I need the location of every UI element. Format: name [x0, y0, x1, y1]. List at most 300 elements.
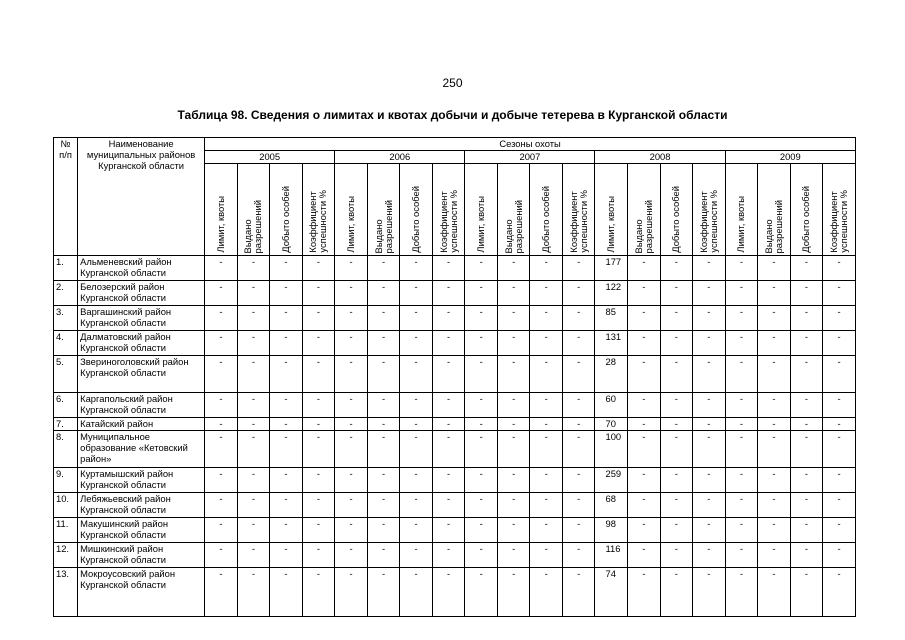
empty-value: - — [237, 418, 270, 431]
subheader-label: Лимит, квоты — [735, 196, 747, 253]
row-number: 3. — [54, 306, 78, 331]
empty-value: - — [497, 431, 530, 468]
empty-value: - — [400, 393, 433, 418]
empty-value: - — [335, 543, 368, 568]
table-row — [54, 256, 856, 281]
empty-value: - — [660, 256, 693, 281]
district-name: Макушинский район Курганской области — [78, 518, 205, 543]
empty-value: - — [790, 331, 823, 356]
empty-value: - — [400, 418, 433, 431]
empty-value: - — [335, 568, 368, 617]
subheader-label: Коэффициент успешности % — [307, 190, 329, 253]
empty-value: - — [562, 518, 595, 543]
empty-value: - — [660, 468, 693, 493]
table-row — [54, 306, 856, 331]
empty-value: - — [530, 431, 563, 468]
empty-value: - — [660, 281, 693, 306]
empty-value: - — [302, 493, 335, 518]
empty-value: - — [367, 356, 400, 393]
empty-value: - — [562, 331, 595, 356]
empty-value: - — [432, 543, 465, 568]
empty-value: - — [465, 518, 498, 543]
empty-value: - — [693, 331, 726, 356]
empty-value: - — [562, 393, 595, 418]
empty-value: - — [628, 543, 661, 568]
empty-value: - — [562, 256, 595, 281]
empty-value: - — [530, 518, 563, 543]
empty-value: - — [758, 281, 791, 306]
limit-2008-value: 98 — [595, 518, 628, 543]
row-number: 6. — [54, 393, 78, 418]
empty-value: - — [497, 356, 530, 393]
table-row — [54, 281, 856, 306]
empty-value: - — [823, 281, 856, 306]
table-row — [54, 543, 856, 568]
empty-value: - — [497, 468, 530, 493]
empty-value: - — [693, 256, 726, 281]
empty-value: - — [497, 418, 530, 431]
district-name: Катайский район — [78, 418, 205, 431]
header-num — [54, 138, 78, 256]
empty-value: - — [660, 418, 693, 431]
empty-value: - — [432, 281, 465, 306]
empty-value: - — [693, 306, 726, 331]
empty-value: - — [790, 493, 823, 518]
empty-value: - — [497, 568, 530, 617]
empty-value: - — [205, 331, 238, 356]
empty-value: - — [367, 493, 400, 518]
empty-value: - — [660, 306, 693, 331]
empty-value: - — [432, 356, 465, 393]
empty-value: - — [270, 543, 303, 568]
header-name — [78, 138, 205, 256]
empty-value: - — [497, 543, 530, 568]
district-name: Варгашинский район Курганской области — [78, 306, 205, 331]
empty-value: - — [530, 468, 563, 493]
empty-value: - — [335, 331, 368, 356]
table-row — [54, 493, 856, 518]
empty-value: - — [465, 256, 498, 281]
empty-value: - — [205, 393, 238, 418]
empty-value: - — [302, 356, 335, 393]
empty-value: - — [302, 256, 335, 281]
empty-value: - — [497, 493, 530, 518]
empty-value: - — [367, 256, 400, 281]
subheader-label: Лимит, квоты — [605, 196, 617, 253]
empty-value: - — [758, 256, 791, 281]
empty-value: - — [530, 256, 563, 281]
empty-value: - — [335, 356, 368, 393]
row-number: 4. — [54, 331, 78, 356]
empty-value: - — [497, 281, 530, 306]
empty-value: - — [530, 281, 563, 306]
empty-value: - — [367, 568, 400, 617]
empty-value: - — [465, 418, 498, 431]
table-row — [54, 418, 856, 431]
empty-value: - — [465, 543, 498, 568]
empty-value: - — [562, 431, 595, 468]
header-year-2007: 2007 — [465, 151, 595, 164]
empty-value: - — [628, 306, 661, 331]
subheader-success-rate-2007 — [562, 164, 595, 256]
header-year-2005: 2005 — [205, 151, 335, 164]
empty-value: - — [270, 468, 303, 493]
empty-value: - — [237, 568, 270, 617]
row-number: 1. — [54, 256, 78, 281]
limit-2008-value: 74 — [595, 568, 628, 617]
empty-value: - — [660, 568, 693, 617]
empty-value: - — [205, 493, 238, 518]
subheader-limit-2006 — [335, 164, 368, 256]
empty-value: - — [367, 331, 400, 356]
empty-value: - — [302, 518, 335, 543]
empty-value: - — [270, 331, 303, 356]
empty-value: - — [725, 393, 758, 418]
empty-value: - — [302, 418, 335, 431]
header-num-label: № п/п — [59, 138, 72, 160]
subheader-limit-2008 — [595, 164, 628, 256]
empty-value: - — [725, 468, 758, 493]
empty-value: - — [725, 281, 758, 306]
district-name: Звериноголовский район Курганской области — [78, 356, 205, 393]
limit-2008-value: 85 — [595, 306, 628, 331]
limit-2008-value: 60 — [595, 393, 628, 418]
empty-value: - — [205, 256, 238, 281]
empty-value: - — [628, 568, 661, 617]
empty-value: - — [725, 431, 758, 468]
empty-value: - — [400, 281, 433, 306]
empty-value: - — [432, 393, 465, 418]
empty-value: - — [758, 543, 791, 568]
subheader-label: Добыто особей — [279, 186, 291, 253]
limit-2008-value: 259 — [595, 468, 628, 493]
empty-value: - — [660, 493, 693, 518]
empty-value: - — [562, 493, 595, 518]
empty-value: - — [432, 468, 465, 493]
empty-value: - — [237, 543, 270, 568]
empty-value: - — [758, 331, 791, 356]
empty-value: - — [628, 256, 661, 281]
subheader-permits-2005 — [237, 164, 270, 256]
empty-value: - — [205, 356, 238, 393]
empty-value: - — [628, 431, 661, 468]
empty-value: - — [302, 431, 335, 468]
empty-value: - — [302, 331, 335, 356]
empty-value: - — [497, 256, 530, 281]
empty-value: - — [270, 493, 303, 518]
empty-value: - — [628, 518, 661, 543]
empty-value: - — [335, 418, 368, 431]
empty-value: - — [758, 306, 791, 331]
empty-value: - — [562, 418, 595, 431]
empty-value: - — [693, 543, 726, 568]
empty-value: - — [237, 306, 270, 331]
table-row — [54, 331, 856, 356]
empty-value: - — [693, 356, 726, 393]
empty-value: - — [562, 568, 595, 617]
empty-value: - — [335, 281, 368, 306]
empty-value: - — [790, 418, 823, 431]
empty-value: - — [432, 331, 465, 356]
empty-value: - — [823, 331, 856, 356]
empty-value: - — [465, 468, 498, 493]
district-name: Куртамышский район Курганской области — [78, 468, 205, 493]
empty-value: - — [270, 306, 303, 331]
empty-value: - — [725, 356, 758, 393]
subheader-permits-2008 — [628, 164, 661, 256]
empty-value: - — [432, 493, 465, 518]
empty-value: - — [790, 568, 823, 617]
empty-value: - — [205, 468, 238, 493]
empty-value: - — [790, 431, 823, 468]
empty-value: - — [205, 306, 238, 331]
empty-value: - — [693, 281, 726, 306]
empty-value: - — [693, 468, 726, 493]
empty-value: - — [530, 331, 563, 356]
row-number: 5. — [54, 356, 78, 393]
empty-value: - — [823, 431, 856, 468]
empty-value: - — [725, 518, 758, 543]
subheader-limit-2009 — [725, 164, 758, 256]
empty-value: - — [693, 568, 726, 617]
empty-value: - — [270, 431, 303, 468]
empty-value: - — [790, 393, 823, 418]
empty-value: - — [725, 256, 758, 281]
empty-value: - — [205, 431, 238, 468]
table-row — [54, 431, 856, 468]
header-year-2006: 2006 — [335, 151, 465, 164]
subheader-label: Выдано разрешений — [502, 199, 524, 253]
subheader-harvested-2008 — [660, 164, 693, 256]
district-name: Альменевский район Курганской области — [78, 256, 205, 281]
row-number: 10. — [54, 493, 78, 518]
header-year-2008: 2008 — [595, 151, 725, 164]
empty-value: - — [367, 281, 400, 306]
table-row — [54, 356, 856, 393]
empty-value: - — [823, 518, 856, 543]
subheader-harvested-2006 — [400, 164, 433, 256]
subheader-permits-2009 — [758, 164, 791, 256]
district-name: Белозерский район Курганской области — [78, 281, 205, 306]
empty-value: - — [562, 543, 595, 568]
limit-2008-value: 177 — [595, 256, 628, 281]
subheader-label: Выдано разрешений — [242, 199, 264, 253]
subheader-success-rate-2009 — [823, 164, 856, 256]
empty-value: - — [335, 468, 368, 493]
empty-value: - — [823, 306, 856, 331]
limit-2008-value: 122 — [595, 281, 628, 306]
empty-value: - — [628, 331, 661, 356]
empty-value: - — [693, 493, 726, 518]
empty-value: - — [725, 568, 758, 617]
empty-value: - — [530, 493, 563, 518]
empty-value: - — [400, 468, 433, 493]
empty-value: - — [790, 356, 823, 393]
row-number: 13. — [54, 568, 78, 617]
empty-value: - — [725, 418, 758, 431]
subheader-label: Коэффициент успешности % — [437, 190, 459, 253]
empty-value: - — [302, 393, 335, 418]
empty-value: - — [270, 568, 303, 617]
empty-value: - — [758, 393, 791, 418]
row-number: 11. — [54, 518, 78, 543]
subheader-success-rate-2008 — [693, 164, 726, 256]
empty-value: - — [335, 518, 368, 543]
row-number: 8. — [54, 431, 78, 468]
empty-value: - — [497, 306, 530, 331]
empty-value: - — [693, 431, 726, 468]
empty-value: - — [400, 306, 433, 331]
header-seasons: Сезоны охоты — [205, 138, 856, 151]
empty-value: - — [367, 418, 400, 431]
subheader-permits-2006 — [367, 164, 400, 256]
empty-value: - — [335, 256, 368, 281]
empty-value: - — [465, 281, 498, 306]
empty-value: - — [725, 306, 758, 331]
empty-value: - — [270, 418, 303, 431]
empty-value: - — [367, 431, 400, 468]
empty-value: - — [302, 568, 335, 617]
empty-value: - — [237, 256, 270, 281]
empty-value: - — [270, 356, 303, 393]
subheader-label: Выдано разрешений — [372, 199, 394, 253]
empty-value: - — [400, 431, 433, 468]
empty-value: - — [823, 468, 856, 493]
empty-value: - — [400, 518, 433, 543]
empty-value: - — [497, 393, 530, 418]
empty-value: - — [302, 543, 335, 568]
empty-value: - — [367, 468, 400, 493]
limit-2008-value: 70 — [595, 418, 628, 431]
district-name: Лебяжьевский район Курганской области — [78, 493, 205, 518]
hunting-limits-table — [53, 137, 856, 617]
empty-value: - — [205, 281, 238, 306]
empty-value: - — [367, 518, 400, 543]
empty-value: - — [237, 281, 270, 306]
empty-value: - — [758, 418, 791, 431]
empty-value: - — [823, 393, 856, 418]
empty-value: - — [823, 356, 856, 393]
empty-value: - — [465, 306, 498, 331]
empty-value: - — [367, 306, 400, 331]
empty-value: - — [628, 468, 661, 493]
subheader-label: Коэффициент успешности % — [697, 190, 719, 253]
empty-value: - — [725, 543, 758, 568]
empty-value: - — [237, 356, 270, 393]
empty-value: - — [400, 356, 433, 393]
empty-value: - — [497, 331, 530, 356]
page-number: 250 — [442, 76, 463, 90]
empty-value: - — [660, 331, 693, 356]
empty-value: - — [628, 418, 661, 431]
empty-value: - — [237, 468, 270, 493]
empty-value: - — [302, 468, 335, 493]
district-name: Мишкинский район Курганской области — [78, 543, 205, 568]
empty-value: - — [660, 543, 693, 568]
empty-value: - — [628, 393, 661, 418]
subheader-success-rate-2006 — [432, 164, 465, 256]
empty-value: - — [432, 518, 465, 543]
empty-value: - — [237, 518, 270, 543]
table-row — [54, 468, 856, 493]
empty-value: - — [823, 418, 856, 431]
empty-value: - — [823, 568, 856, 617]
table-row — [54, 393, 856, 418]
empty-value: - — [660, 393, 693, 418]
empty-value: - — [660, 431, 693, 468]
empty-value: - — [367, 393, 400, 418]
district-name: Каргапольский район Курганской области — [78, 393, 205, 418]
limit-2008-value: 116 — [595, 543, 628, 568]
empty-value: - — [628, 356, 661, 393]
empty-value: - — [758, 431, 791, 468]
empty-value: - — [270, 281, 303, 306]
limit-2008-value: 131 — [595, 331, 628, 356]
empty-value: - — [465, 356, 498, 393]
empty-value: - — [628, 493, 661, 518]
subheader-limit-2007 — [465, 164, 498, 256]
empty-value: - — [205, 418, 238, 431]
empty-value: - — [693, 393, 726, 418]
empty-value: - — [562, 356, 595, 393]
empty-value: - — [758, 493, 791, 518]
limit-2008-value: 28 — [595, 356, 628, 393]
empty-value: - — [530, 543, 563, 568]
empty-value: - — [790, 306, 823, 331]
empty-value: - — [270, 518, 303, 543]
empty-value: - — [465, 493, 498, 518]
empty-value: - — [790, 518, 823, 543]
empty-value: - — [205, 518, 238, 543]
subheader-label: Добыто особей — [670, 186, 682, 253]
empty-value: - — [790, 468, 823, 493]
subheader-label: Лимит, квоты — [214, 196, 226, 253]
subheader-label: Добыто особей — [410, 186, 422, 253]
subheader-label: Лимит, квоты — [475, 196, 487, 253]
empty-value: - — [400, 543, 433, 568]
empty-value: - — [335, 493, 368, 518]
empty-value: - — [432, 418, 465, 431]
empty-value: - — [530, 418, 563, 431]
empty-value: - — [335, 431, 368, 468]
empty-value: - — [628, 281, 661, 306]
subheader-success-rate-2005 — [302, 164, 335, 256]
empty-value: - — [400, 256, 433, 281]
subheader-label: Добыто особей — [800, 186, 812, 253]
empty-value: - — [237, 331, 270, 356]
empty-value: - — [758, 356, 791, 393]
empty-value: - — [432, 431, 465, 468]
subheader-label: Добыто особей — [540, 186, 552, 253]
district-name: Муниципальное образование «Кетовский район» — [78, 431, 205, 468]
empty-value: - — [237, 493, 270, 518]
subheader-permits-2007 — [497, 164, 530, 256]
empty-value: - — [432, 306, 465, 331]
limit-2008-value: 100 — [595, 431, 628, 468]
empty-value: - — [530, 356, 563, 393]
empty-value: - — [335, 393, 368, 418]
empty-value: - — [465, 331, 498, 356]
empty-value: - — [270, 393, 303, 418]
empty-value: - — [530, 568, 563, 617]
header-year-2009: 2009 — [725, 151, 855, 164]
row-number: 12. — [54, 543, 78, 568]
empty-value: - — [465, 568, 498, 617]
empty-value: - — [335, 306, 368, 331]
empty-value: - — [205, 543, 238, 568]
table-row — [54, 518, 856, 543]
empty-value: - — [758, 568, 791, 617]
